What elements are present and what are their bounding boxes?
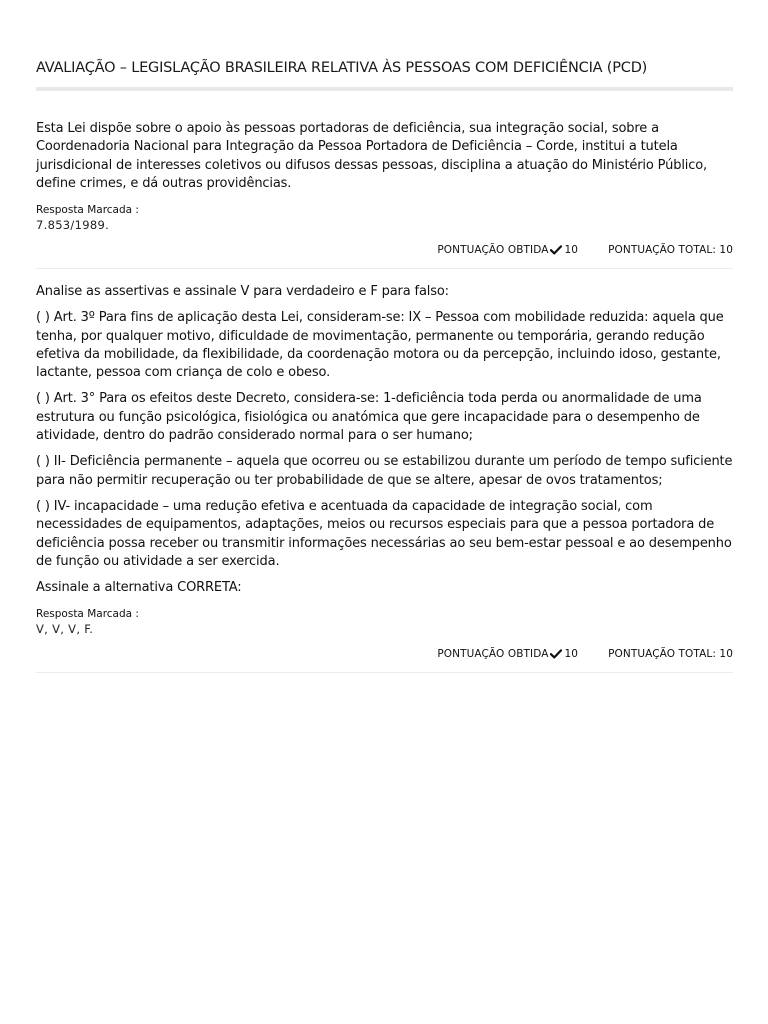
score-obtained-label: PONTUAÇÃO OBTIDA <box>437 244 549 257</box>
question-block <box>36 120 733 269</box>
question-text: Esta Lei dispõe sobre o apoio às pessoas portadoras de deficiência, sua integração social, sobre a Coordenadoria Nacional para Integração da Pessoa Portadora de Deficiência – Corde, institui a tutela jurisdicional de interesses coletivos ou difusos dessas pessoas, disciplina a atuação do Ministério Público, define crimes, e dá outras providências. <box>36 121 708 191</box>
assertion-item: ( ) II- Deficiência permanente – aquela que ocorreu ou se estabilizou durante um período de tempo suficiente para não permitir recuperação ou ter probabilidade de que se altere, apesar de ovos tratamentos; <box>36 454 733 488</box>
question-divider <box>36 268 733 269</box>
page-title: AVALIAÇÃO – LEGISLAÇÃO BRASILEIRA RELATIVA ÀS PESSOAS COM DEFICIÊNCIA (PCD) <box>36 60 648 76</box>
answer-label: Resposta Marcada : <box>36 608 139 621</box>
score-obtained-value: 10 <box>564 244 579 257</box>
question-instruction: Assinale a alternativa CORRETA: <box>36 580 242 596</box>
score-obtained-value: 10 <box>564 648 579 661</box>
score-row <box>36 648 733 660</box>
question-prompt: Analise as assertivas e assinale V para verdadeiro e F para falso: <box>36 284 449 299</box>
score-obtained <box>437 648 578 660</box>
answer-value: V, V, V, F. <box>36 622 94 637</box>
check-icon <box>550 649 562 659</box>
assertion-item: ( ) IV- incapacidade – uma redução efetiva e acentuada da capacidade de integração social, com necessidades de equipamentos, adaptações, meios ou recursos especiais para que a pessoa portadora de deficiência possa receber ou transmitir informações necessárias ao seu bem-estar pessoal e ao desempenho de função ou atividade a ser exercida. <box>36 498 732 569</box>
assertion-item: ( ) Art. 3° Para os efeitos deste Decreto, considera-se: 1-deficiência toda perda ou anormalidade de uma estrutura ou função psicológica, fisiológica ou anatómica que gere incapacidade para o desempenho de atividade, dentro do padrão considerado normal para o ser humano; <box>36 391 702 444</box>
score-total: PONTUAÇÃO TOTAL: 10 <box>608 244 733 257</box>
question-divider <box>36 672 733 673</box>
assertion-item: ( ) Art. 3º Para fins de aplicação desta Lei, consideram-se: IX – Pessoa com mobilidade reduzida: aquela que tenha, por qualquer motivo, dificuldade de movimentação, permanente ou temporária, gerando redução efetiva da mobilidade, da flexibilidade, da coordenação motora ou da percepção, incluindo idoso, gestante, lactante, pessoa com criança de colo e obeso. <box>36 310 724 381</box>
question-block <box>36 283 733 673</box>
answer-label: Resposta Marcada : <box>36 204 139 217</box>
score-obtained <box>437 244 578 256</box>
score-row <box>36 244 733 256</box>
score-total: PONTUAÇÃO TOTAL: 10 <box>608 648 733 661</box>
title-divider <box>36 87 733 91</box>
score-obtained-label: PONTUAÇÃO OBTIDA <box>437 648 549 661</box>
check-icon <box>550 245 562 255</box>
answer-value: 7.853/1989. <box>36 218 110 233</box>
